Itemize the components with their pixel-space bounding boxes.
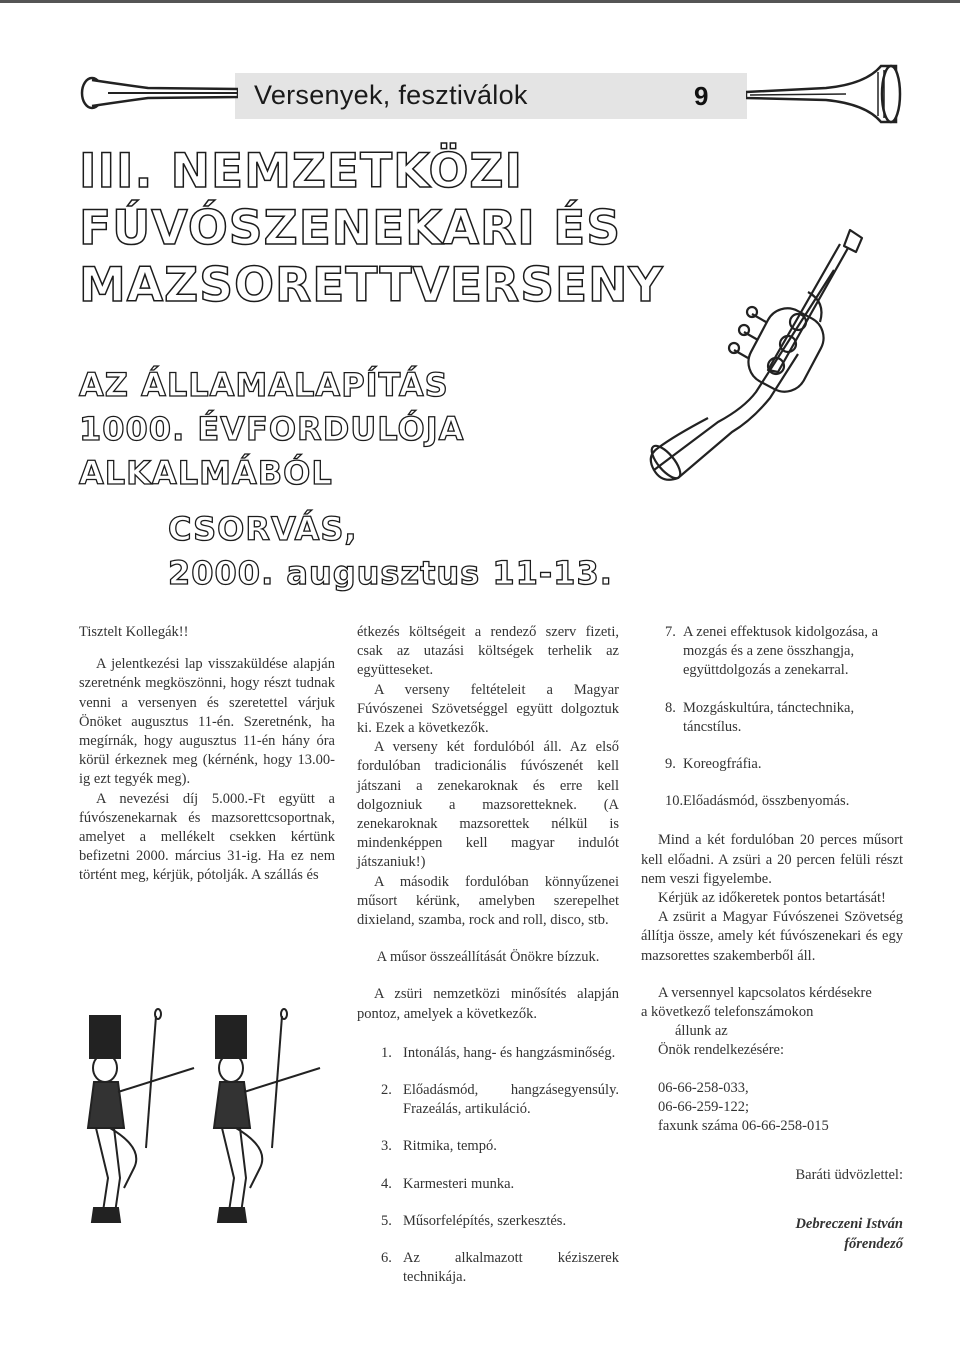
- subtitle: [79, 363, 464, 495]
- list-item: 1. Intonálás, hang- és hangzásminőség.: [381, 1044, 616, 1061]
- phone-number: 06-66-259-122;: [658, 1098, 750, 1115]
- page-number: 9: [694, 81, 709, 111]
- subtitle-line: AZ ÁLLAMALAPÍTÁS: [79, 366, 449, 404]
- paragraph: a következő telefonszámokon: [641, 1004, 814, 1021]
- column-2: [357, 623, 619, 1287]
- section-title: Versenyek, fesztiválok: [254, 80, 528, 110]
- list-item: 5. Műsorfelépítés, szerkesztés.: [381, 1212, 567, 1229]
- paragraph: A zsüri nemzetközi minősítés alapján pontoz, amelyek a következők.: [357, 986, 619, 1022]
- paragraph: A verseny két fordulóból áll. Az első fordulóban tradicionális fúvószenét kell játszani a zenekaroknak és erre kell dolgozniuk a mazsoretteknek. (A zenekaroknak mazsorettek nélkül is mindenképpen kell magyar indulót játszaniuk!): [357, 739, 619, 871]
- majorette-illustration-icon: [84, 1008, 334, 1242]
- majorette-figure-left: [88, 1009, 194, 1222]
- paragraph: állunk az: [675, 1023, 728, 1040]
- horn-right-icon: [746, 60, 906, 128]
- paragraph: A nevezési díj 5.000.-Ft együtt a fúvószenekarnak és mazsorettcsoportnak, amelyet a mellékelt csekken kértünk befizetni 2000. március 31-ig. Ha ez nem történt meg, kérjük, pótolják. A szállás és: [79, 790, 335, 884]
- list-item: 8. Mozgáskultúra, tánctechnika, táncstílus.: [665, 699, 855, 735]
- majorette-figure-right: [214, 1009, 320, 1222]
- horn-left-icon: [78, 76, 238, 110]
- signature-name: Debreczeni István: [795, 1216, 903, 1233]
- paragraph: A versennyel kapcsolatos kérdésekre: [658, 984, 872, 1001]
- paragraph: A második fordulóban könnyűzenei műsort kérünk, amelyben szerepelhet dixieland, szamba, rock and roll, disco, stb.: [357, 873, 619, 929]
- fax-number: faxunk száma 06-66-258-015: [658, 1118, 829, 1135]
- signature-role: főrendező: [844, 1235, 903, 1252]
- subtitle-line: ALKALMÁBÓL: [79, 454, 333, 492]
- list-item: 2. Előadásmód, hangzásegyensúly. Frazeálás, artikuláció.: [381, 1082, 619, 1118]
- list-item: 7. A zenei effektusok kidolgozása, a mozgás és a zene összhangja, együttdolgozás a zenekarral.: [665, 624, 879, 679]
- column-1: [79, 623, 335, 886]
- column-3: [641, 623, 903, 1254]
- paragraph: A verseny feltételeit a Magyar Fúvószenei Szövetséggel együtt dolgoztuk ki. Ezek a következők.: [357, 681, 619, 737]
- list-item: 10. Előadásmód, összbenyomás.: [665, 793, 850, 810]
- list-item: 6. Az alkalmazott kéziszerek technikája.: [381, 1250, 619, 1286]
- title-line: FÚVÓSZENEKARI ÉS: [79, 201, 622, 256]
- greeting: Tisztelt Kollegák!!: [79, 624, 189, 640]
- list-item: 4. Karmesteri munka.: [381, 1175, 515, 1192]
- paragraph: Mind a két fordulóban 20 perces műsort kell előadni. A zsüri a 20 percen felüli részt nem veszi figyelembe.: [641, 832, 903, 887]
- paragraph: Kérjük az időkeretek pontos betartását!: [658, 890, 886, 907]
- list-item: 9. Koreogfráfia.: [665, 756, 762, 773]
- top-rule: [0, 0, 960, 3]
- closing: Baráti üdvözlettel:: [795, 1167, 903, 1184]
- title-line: III. NEMZETKÖZI: [79, 144, 523, 199]
- venue-line: 2000. augusztus 11-13.: [168, 554, 613, 592]
- paragraph: A jelentkezési lap visszaküldése alapján szeretnénk megköszönni, hogy részt tudnak venni a versenyen és szeretettel várjuk Önöket augusztus 11-én. Szeretnénk, ha megírnák, hogy augusztus 11-én hány óra körül érkeznek meg (kérnénk, hogy 13.00-ig ezt tegyék meg).: [79, 656, 335, 788]
- paragraph: A műsor összeállítását Önökre bízzuk.: [376, 949, 600, 966]
- paragraph: étkezés költségeit a rendező szerv fizeti, csak az utazási költségek terhelik az együtteseket.: [357, 624, 619, 679]
- venue-line: CSORVÁS,: [168, 510, 358, 548]
- title-line: MAZSORETTVERSENY: [79, 258, 664, 313]
- venue-date: [168, 507, 613, 595]
- phone-number: 06-66-258-033,: [658, 1079, 749, 1096]
- paragraph: A zsürit a Magyar Fúvószenei Szövetség állítja össze, amely két fúvószenekari és egy mazsorettes szakemberből áll.: [641, 909, 903, 964]
- list-item: 3. Ritmika, tempó.: [381, 1138, 497, 1155]
- trumpet-icon: [648, 222, 870, 490]
- subtitle-line: 1000. ÉVFORDULÓJA: [79, 410, 465, 448]
- main-title: [79, 143, 664, 314]
- paragraph: Önök rendelkezésére:: [658, 1042, 785, 1059]
